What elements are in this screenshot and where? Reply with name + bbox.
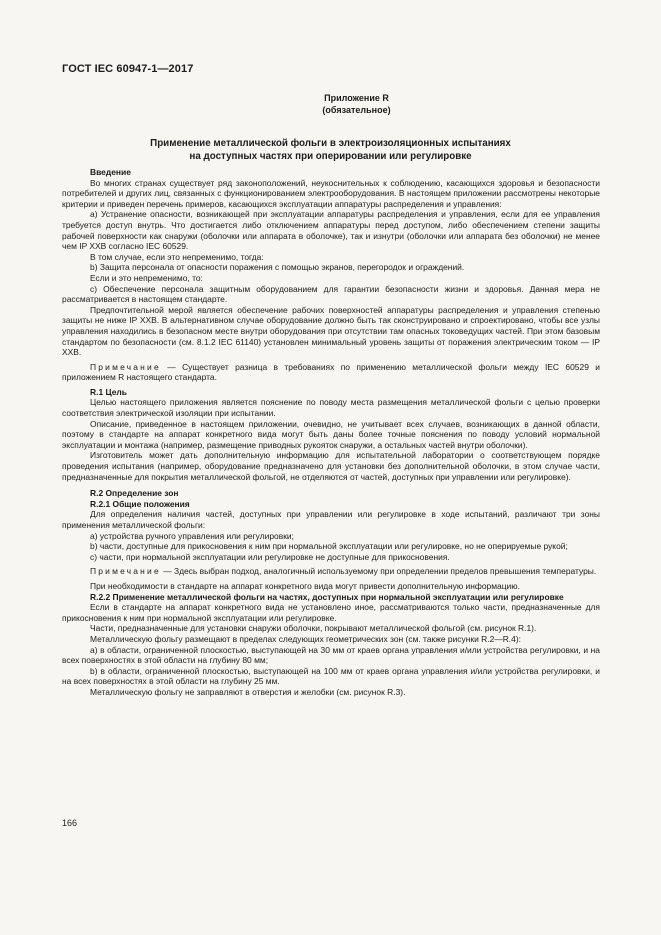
annex-title-line-2: на доступных частях при оперировании или регулировке bbox=[189, 151, 472, 163]
annex-body bbox=[62, 167, 600, 698]
standard-header: ГОСТ IEC 60947-1—2017 bbox=[62, 63, 194, 75]
paragraph: Изготовитель может дать дополнительную информацию для испытательной лаборатории о соответствующем порядке проведения испытания (например, оборудование предназначено для установки без дополнительной оболочки, в этом случае части, предназначенные для покрытия металлической фольгой, не отделяются от частей, доступных при управлении или регулировке). bbox=[62, 450, 600, 482]
paragraph: a) устройства ручного управления или регулировки; bbox=[90, 530, 294, 541]
paragraph: Металлическую фольгу размещают в пределах следующих геометрических зон (см. также рисунки R.2—R.4): bbox=[90, 633, 521, 644]
paragraph: c) Обеспечение персонала защитным оборудованием для гарантии безопасности жизни и здоровья. Данная мера не рассматривается в настоящем стандарте. bbox=[62, 283, 600, 305]
section-heading: Введение bbox=[90, 167, 131, 177]
paragraph: В том случае, если это непременимо, тогда: bbox=[90, 251, 264, 262]
annex-heading bbox=[52, 92, 661, 116]
note-label: Примечание bbox=[90, 566, 161, 577]
paragraph: Описание, приведенное в настоящем приложении, очевидно, не учитывает всех случаев, возникающих в данной области, поэтому в стандарте на аппарат конкретного вида могут быть даны более точные пояснения по поводу условий нормальной эксплуатации и монтажа (например, размещение приводных рукояток снаружи, а остальных частей внутри оболочки). bbox=[62, 418, 600, 450]
annex-title-line-1: Применение металлической фольги в электроизоляционных испытаниях bbox=[150, 138, 511, 149]
note-text: — Существует разница в требованиях по применению металлической фольги между IEC 60529 и приложением R настоящего стандарта. bbox=[62, 361, 600, 383]
paragraph: Металлическую фольгу не заправляют в отверстия и желобки (см. рисунок R.3). bbox=[90, 686, 406, 697]
paragraph: a) Устранение опасности, возникающей при эксплуатации аппаратуры распределения и управления, если для ее управления требуется доступ внутрь. Что достигается либо отключением аппаратуры перед доступом, либо обеспечением степени защиты рабочей поверхности как снаружи (оболочки или аппарата в оболочке), так и изнутри (оболочки или аппарата без оболочки) не менее чем IP XXB согласно IEC 60529. bbox=[62, 209, 600, 252]
note bbox=[62, 362, 600, 383]
page-number: 166 bbox=[62, 818, 78, 828]
paragraph: Если и это непременимо, то: bbox=[90, 272, 203, 283]
paragraph: Части, предназначенные для установки снаружи оболочки, покрывают металлической фольгой (см. рисунок R.1). bbox=[90, 623, 537, 634]
annex-title bbox=[62, 137, 599, 163]
paragraph: c) части, при нормальной эксплуатации или регулировке не доступные для прикосновения. bbox=[90, 551, 450, 562]
paragraph: b) в области, ограниченной плоскостью, выступающей на 100 мм от краев органа управления и/или устройства регулировки, и на всех поверхностях в этой области на глубину 25 мм. bbox=[62, 665, 600, 687]
annex-name: Приложение R bbox=[324, 93, 389, 103]
paragraph: b) Защита персонала от опасности поражения с помощью экранов, перегородок и ограждений. bbox=[90, 262, 465, 273]
section-heading: R.2.2 Применение металлической фольги на частях, доступных при нормальной эксплуатации или регулировке bbox=[90, 591, 564, 602]
paragraph: b) части, доступные для прикосновения к ним при нормальной эксплуатации или регулировке, но не оперируемые рукой; bbox=[90, 541, 568, 552]
note-text: — Здесь выбран подход, аналогичный используемому при определении пределов превышения температуры. bbox=[160, 566, 597, 577]
annex-status: (обязательное) bbox=[322, 105, 391, 115]
section-heading: R.2.1 Общие положения bbox=[90, 498, 190, 509]
paragraph: Целью настоящего приложения является пояснение по поводу места размещения металлической фольги с целью проверки соответствия электрической изоляции при испытании. bbox=[62, 397, 600, 419]
paragraph: Во многих странах существует ряд законоположений, неукоснительных к соблюдению, касающихся здоровья и безопасности потребителей и других лиц, связанных с функционированием электрооборудования. В настоящем приложении рассмотрены некоторые критерии и приведен перечень примеров, касающихся эксплуатации аппаратуры распределения и управления: bbox=[62, 177, 600, 209]
paragraph: a) в области, ограниченной плоскостью, выступающей на 30 мм от краев органа управления и/или устройства регулировки, и на всех поверхностях в этой области на глубину 80 мм; bbox=[62, 644, 600, 666]
paragraph: Предпочтительной мерой является обеспечение рабочих поверхностей аппаратуры распределения и управления степенью защиты не ниже IP XXB. В альтернативном случае оборудование должно быть так сконструировано и спроектировано, чтобы все узлы управления находились в безопасном месте внутри оборудования при отсутствии там опасных токоведущих частей. При этом базовым стандартом по безопасности (см. 8.1.2 IEC 61140) установлен минимальный уровень защиты от поражения электрическим током — IP XXB. bbox=[62, 304, 600, 358]
note-label: Примечание bbox=[90, 361, 161, 372]
section-heading: R.2 Определение зон bbox=[90, 488, 179, 499]
paragraph: Для определения наличия частей, доступных при управлении или регулировке в ходе испытаний, различают три зоны применения металлической фольги: bbox=[62, 509, 600, 530]
paragraph: Если в стандарте на аппарат конкретного вида не установлено иное, рассматриваются только части, предназначенные для прикосновения к ним при нормальной эксплуатации или регулировке. bbox=[62, 602, 600, 623]
note bbox=[62, 566, 600, 577]
section-heading: R.1 Цель bbox=[90, 386, 127, 397]
paragraph: При необходимости в стандарте на аппарат конкретного вида могут привести дополнительную информацию. bbox=[90, 580, 520, 591]
